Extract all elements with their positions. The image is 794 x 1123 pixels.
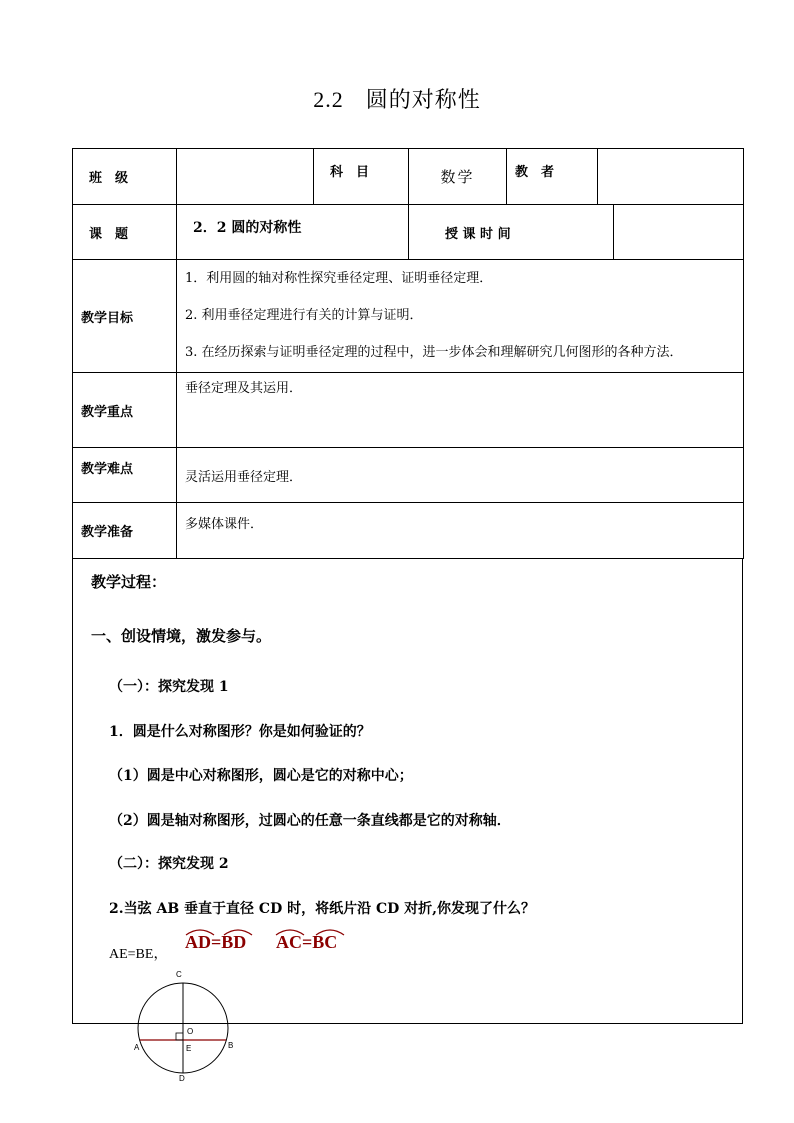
lesson-plan-table xyxy=(72,148,744,559)
goal-item: 2. 利用垂径定理进行有关的计算与证明． xyxy=(185,308,423,323)
header-row-1 xyxy=(73,149,744,205)
header-row-2 xyxy=(73,205,744,260)
question-2: 2.当弦 AB 垂直于直径 CD 时，将纸片沿 CD 对折,你发现了什么？ xyxy=(109,901,535,917)
subject-value: 数学 xyxy=(409,149,507,205)
process-heading: 教学过程： xyxy=(91,573,167,591)
teaching-process xyxy=(72,559,743,1024)
label-b: B xyxy=(228,1041,234,1050)
goal-item: 1．利用圆的轴对称性探究垂径定理、证明垂径定理． xyxy=(185,271,493,286)
goals-label: 教学目标 xyxy=(73,260,177,373)
topic-label: 课 题 xyxy=(73,205,177,260)
key-points-value: 垂径定理及其运用． xyxy=(177,373,744,448)
label-c: C xyxy=(176,970,182,979)
label-a: A xyxy=(134,1043,140,1052)
arc-equation-ac-bc: AC=BC xyxy=(276,932,338,952)
time-value xyxy=(614,205,744,260)
goals-row xyxy=(73,260,744,373)
title-text: 圆的对称性 xyxy=(365,88,481,113)
class-value xyxy=(177,149,314,205)
answer-2: （2）圆是轴对称图形，过圆心的任意一条直线都是它的对称轴． xyxy=(109,813,511,829)
section-1-heading: 一、创设情境，激发参与。 xyxy=(91,627,272,645)
preparation-row xyxy=(73,503,744,559)
difficulties-label: 教学难点 xyxy=(73,448,177,503)
key-points-row xyxy=(73,373,744,448)
ae-be-equation: AE=BE， xyxy=(109,947,168,962)
difficulties-value: 灵活运用垂径定理． xyxy=(177,448,744,503)
page-title xyxy=(0,83,794,114)
explore-1-heading: （一）：探究发现 1 xyxy=(109,679,229,695)
label-d: D xyxy=(179,1074,185,1083)
goals-list xyxy=(177,260,744,373)
answer-1: （1）圆是中心对称图形，圆心是它的对称中心； xyxy=(109,768,413,784)
title-number: 2.2 xyxy=(313,87,344,112)
preparation-value: 多媒体课件． xyxy=(177,503,744,559)
circle-diagram xyxy=(128,968,238,1083)
right-angle-mark xyxy=(176,1033,183,1040)
subject-label: 科 目 xyxy=(314,149,409,205)
label-o: O xyxy=(187,1027,194,1036)
arc-equation-ad-bd: AD=BD xyxy=(185,932,247,952)
key-points-label: 教学重点 xyxy=(73,373,177,448)
difficulties-row xyxy=(73,448,744,503)
time-label: 授 课 时 间 xyxy=(409,205,614,260)
question-1: 1．圆是什么对称图形？你是如何验证的？ xyxy=(109,724,371,740)
goal-item: 3. 在经历探索与证明垂径定理的过程中，进一步体会和理解研究几何图形的各种方法． xyxy=(185,345,683,360)
preparation-label: 教学准备 xyxy=(73,503,177,559)
teacher-label: 教 者 xyxy=(507,149,598,205)
label-e: E xyxy=(186,1044,192,1053)
class-label: 班 级 xyxy=(73,149,177,205)
teacher-value xyxy=(598,149,744,205)
topic-value: 2．2 圆的对称性 xyxy=(177,205,409,260)
explore-2-heading: （二）：探究发现 2 xyxy=(109,856,229,872)
